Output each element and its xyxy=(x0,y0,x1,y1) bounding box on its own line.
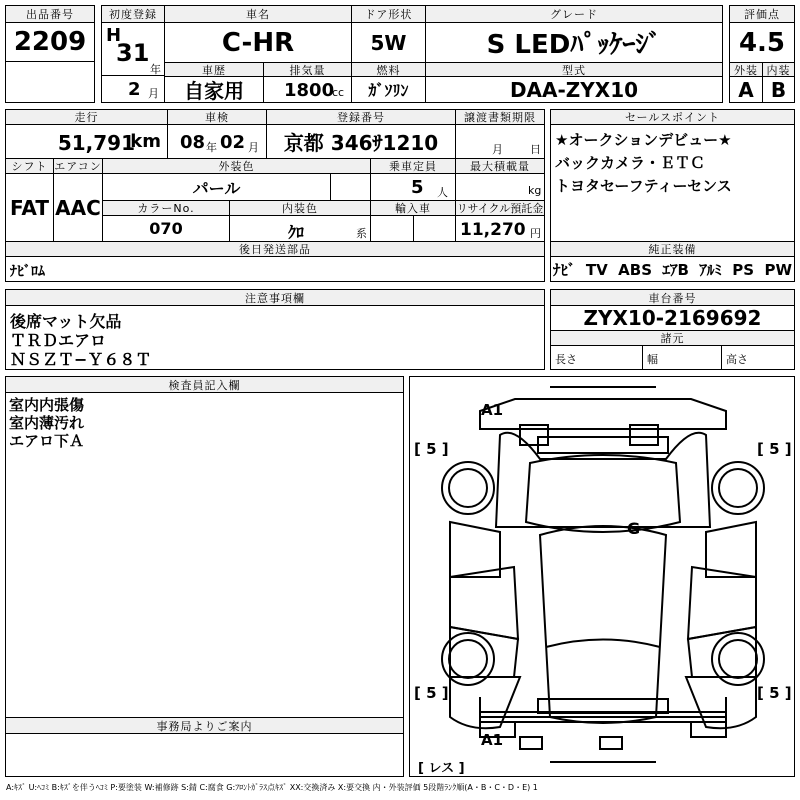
mark-rear-left: [ 5 ] xyxy=(414,684,449,702)
car-name: C-HR xyxy=(164,22,352,63)
inspector-label: 検査員記入欄 xyxy=(5,376,404,393)
exterior-label: 外装 xyxy=(729,62,763,77)
equipment-label: 純正装備 xyxy=(550,241,795,257)
model: DAA-ZYX10 xyxy=(425,76,723,103)
lot-no-blank xyxy=(5,61,95,103)
lot-no-label: 出品番号 xyxy=(5,5,95,23)
chassis-number: ZYX10-2169692 xyxy=(550,305,795,331)
ext-color-blank xyxy=(330,173,371,201)
month: 2 xyxy=(128,79,141,100)
sales-point-3: トヨタセーフティーセンス xyxy=(555,177,732,195)
displacement-label: 排気量 xyxy=(263,62,352,77)
int-color-unit: 系 xyxy=(356,227,367,240)
sales-points xyxy=(550,124,795,242)
plate: 京都 346ｻ1210 xyxy=(266,124,456,159)
inspection-label: 車検 xyxy=(167,109,267,125)
displacement: 1800 xyxy=(284,80,335,101)
interior-label: 内装 xyxy=(762,62,795,77)
mark-front-left: [ 5 ] xyxy=(414,440,449,458)
plate-label: 登録番号 xyxy=(266,109,456,125)
displacement-cell xyxy=(263,76,352,103)
insp-year-unit: 年 xyxy=(206,141,217,154)
color-no: 070 xyxy=(102,215,230,242)
first-reg-month xyxy=(101,75,165,103)
car-name-label: 車名 xyxy=(164,5,352,23)
month-unit: 月 xyxy=(148,87,159,100)
insp-month: 02 xyxy=(220,132,246,153)
max-load-unit: kg xyxy=(528,184,542,197)
height-label: 高さ xyxy=(726,353,748,366)
int-color-label: 内装色 xyxy=(229,200,371,216)
year-unit: 年 xyxy=(150,63,161,76)
insp-year: 08 xyxy=(180,132,206,153)
grade: S LEDﾊﾟｯｹｰｼﾞ xyxy=(425,22,723,63)
recycle-unit: 円 xyxy=(530,227,541,240)
caution-label: 注意事項欄 xyxy=(5,289,545,306)
recycle: 11,270 xyxy=(460,220,526,240)
mileage-unit: km xyxy=(130,131,161,152)
capacity-cell xyxy=(370,173,456,201)
inspector-line-2: 室内薄汚れ xyxy=(9,414,85,432)
capacity-label: 乗車定員 xyxy=(370,158,456,174)
caution-line-3: ＮＳＺＴ−Ｙ６８Ｔ xyxy=(10,350,152,369)
ext-color-label: 外装色 xyxy=(102,158,371,174)
transfer-day-unit: 日 xyxy=(530,143,541,156)
later-parts-label: 後日発送部品 xyxy=(5,241,545,257)
lot-no: 2209 xyxy=(5,22,95,62)
exterior-grade: A xyxy=(729,76,763,103)
era: H xyxy=(106,25,122,46)
ac: AAC xyxy=(53,173,103,242)
caution-line-1: 後席マット欠品 xyxy=(10,312,122,331)
import-label: 輸入車 xyxy=(370,200,456,216)
inspector-line-1: 室内内張傷 xyxy=(9,396,85,414)
door-label: ドア形状 xyxy=(351,5,426,23)
chassis-label: 車台番号 xyxy=(550,289,795,306)
model-label: 型式 xyxy=(425,62,723,77)
displacement-unit: cc xyxy=(332,86,345,99)
fuel-label: 燃料 xyxy=(351,62,426,77)
damage-legend: A:ｷｽﾞ U:ﾍｺﾐ B:ｷｽﾞを伴うﾍｺﾐ P:要塗装 W:補修跡 S:錆 C:腐食 G:ﾌﾛﾝﾄｶﾞﾗｽ点ｷｽﾞ XX:交換済み X:要交換 内・外装評価 5段階ﾗﾝｸ順(A・B・C・D・E) 1 xyxy=(6,783,538,792)
mark-bottom-bumper: A1 xyxy=(481,731,504,749)
mark-top-bumper: A1 xyxy=(481,401,504,419)
score: 4.5 xyxy=(729,22,795,63)
capacity: 5 xyxy=(411,177,424,198)
sales-point-2: バックカメラ・ＥＴＣ xyxy=(555,154,706,172)
transfer-cell xyxy=(455,124,545,159)
office-notes xyxy=(5,733,404,777)
max-load-cell xyxy=(455,173,545,201)
capacity-unit: 人 xyxy=(437,186,448,199)
caution-line-2: ＴＲＤエアロ xyxy=(10,331,107,350)
mileage-cell xyxy=(5,124,168,159)
import-a xyxy=(370,215,414,242)
mileage-label: 走行 xyxy=(5,109,168,125)
insp-month-unit: 月 xyxy=(248,141,259,154)
color-no-label: カラーNo. xyxy=(102,200,230,216)
year: 31 xyxy=(116,39,150,67)
fuel: ｶﾞｿﾘﾝ xyxy=(351,76,426,103)
door: 5W xyxy=(351,22,426,63)
dims-width xyxy=(642,345,722,370)
office-label: 事務局よりご案内 xyxy=(5,717,404,734)
mark-spare: [ レス ] xyxy=(418,761,465,776)
mileage: 51,791 xyxy=(57,131,135,155)
later-parts: ﾅﾋﾞﾛﾑ xyxy=(10,264,45,280)
import-b xyxy=(413,215,456,242)
mark-glass: G xyxy=(627,519,641,538)
grade-label: グレード xyxy=(425,5,723,23)
shift: FAT xyxy=(5,173,54,242)
sales-point-1: ★オークションデビュー★ xyxy=(555,131,732,149)
interior-grade: B xyxy=(762,76,795,103)
width-label: 幅 xyxy=(647,353,658,366)
dims-height xyxy=(721,345,795,370)
inspector-notes xyxy=(5,392,404,718)
sales-points-label: セールスポイント xyxy=(550,109,795,125)
ext-color: パール xyxy=(102,173,331,201)
car-outline xyxy=(410,377,795,777)
transfer-label: 譲渡書類期限 xyxy=(455,109,545,125)
inspector-line-3: エアロ下Ａ xyxy=(9,432,85,450)
score-label: 評価点 xyxy=(729,5,795,23)
first-reg-year xyxy=(101,22,165,76)
max-load-label: 最大積載量 xyxy=(455,158,545,174)
dims-label: 諸元 xyxy=(550,330,795,346)
later-parts-cell xyxy=(5,256,545,282)
recycle-cell xyxy=(455,215,545,242)
inspection-cell xyxy=(167,124,267,159)
car-diagram xyxy=(409,376,795,777)
history-label: 車歴 xyxy=(164,62,264,77)
ac-label: エアコン xyxy=(54,160,102,173)
mark-front-right: [ 5 ] xyxy=(757,440,792,458)
int-color: ｸﾛ xyxy=(288,223,305,242)
first-reg-label: 初度登録 xyxy=(101,5,165,23)
mark-rear-right: [ 5 ] xyxy=(757,684,792,702)
recycle-label: リサイクル預託金 xyxy=(456,202,544,215)
equipment: ﾅﾋﾞ TV ABS ｴｱB ｱﾙﾐ PS PW xyxy=(550,256,795,282)
caution-cell xyxy=(5,305,545,370)
length-label: 長さ xyxy=(555,353,577,366)
transfer-month-unit: 月 xyxy=(492,143,503,156)
int-color-cell xyxy=(229,215,371,242)
history: 自家用 xyxy=(164,76,264,103)
dims-length xyxy=(550,345,643,370)
shift-label: シフト xyxy=(5,158,54,174)
